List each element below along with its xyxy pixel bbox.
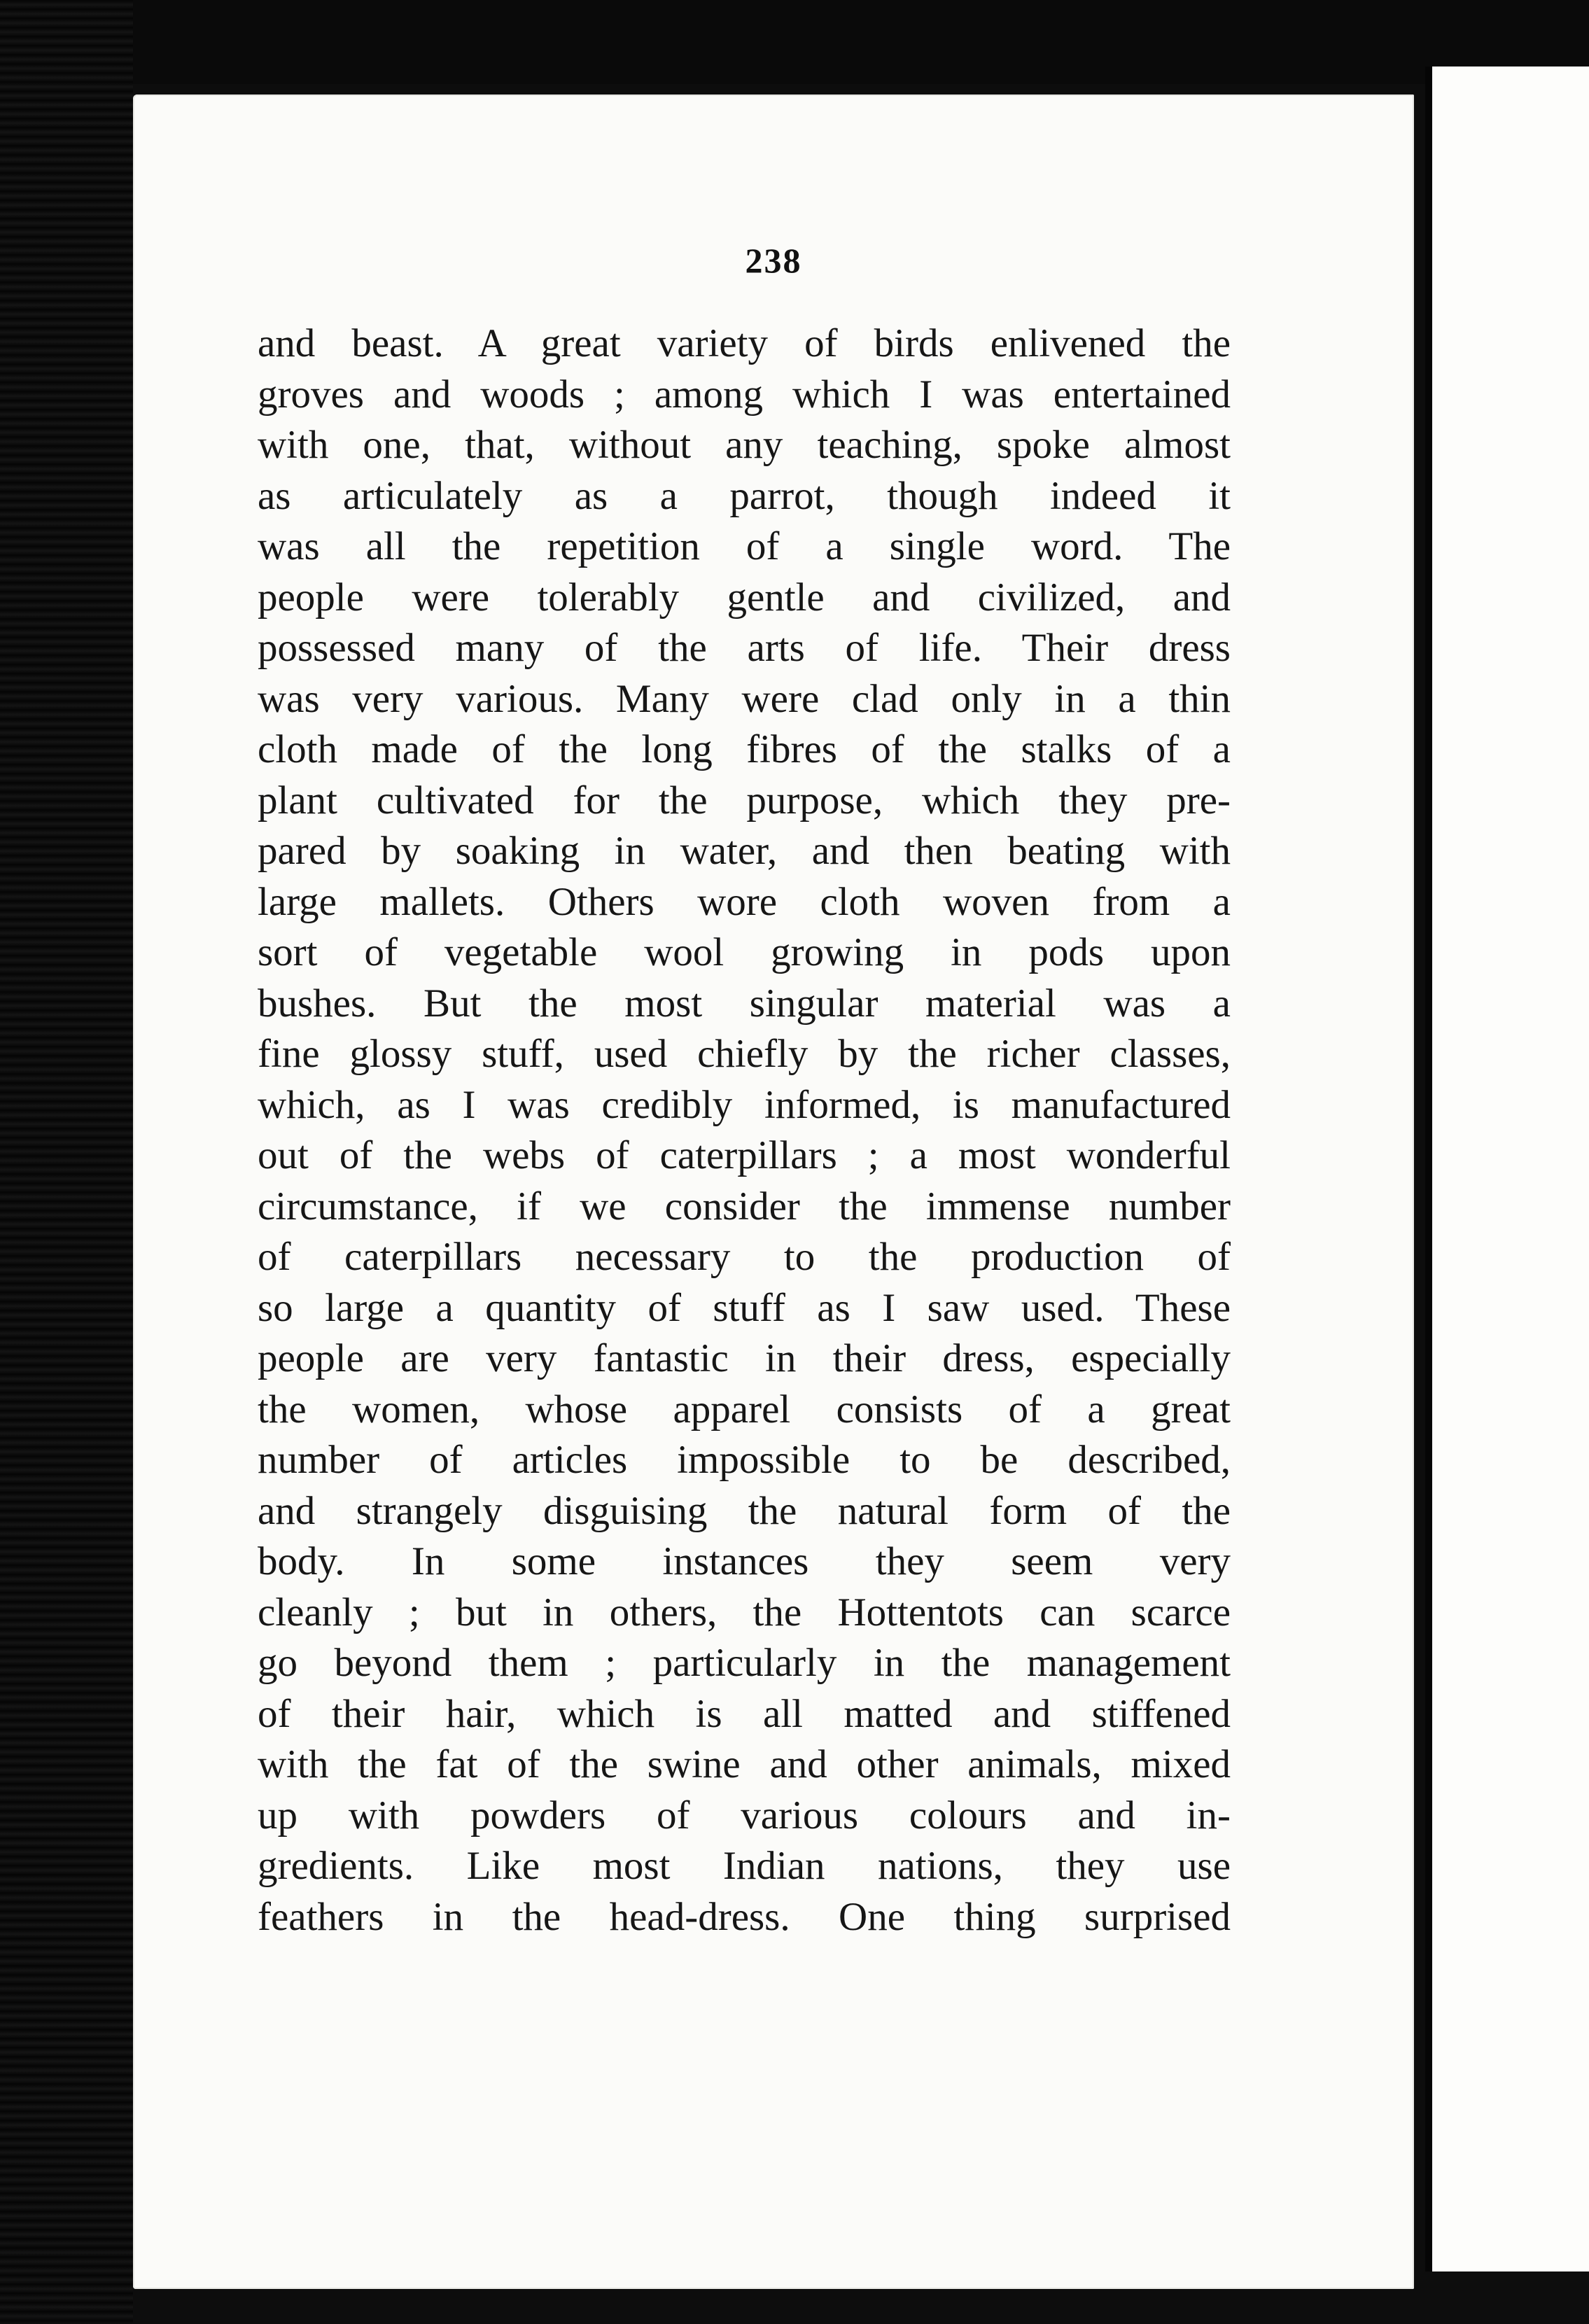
- text-line: with the fat of the swine and other animals, mixed: [258, 1742, 1231, 1786]
- text-line: cleanly ; but in others, the Hottentots can scarce: [258, 1590, 1231, 1634]
- text-line: sort of vegetable wool growing in pods upon: [258, 930, 1231, 974]
- text-line: go beyond them ; particularly in the management: [258, 1641, 1231, 1685]
- text-line: feathers in the head-dress. One thing surprised: [258, 1894, 1231, 1939]
- text-line: with one, that, without any teaching, spoke almost: [258, 423, 1231, 467]
- text-line: so large a quantity of stuff as I saw used. These: [258, 1285, 1231, 1330]
- text-line: of caterpillars necessary to the production of: [258, 1235, 1231, 1279]
- text-line: circumstance, if we consider the immense number: [258, 1184, 1231, 1228]
- text-line: people were tolerably gentle and civilized, and: [258, 575, 1231, 620]
- text-line: cloth made of the long fibres of the stalks of a: [258, 727, 1231, 771]
- body-text: [258, 318, 1231, 1942]
- text-line: possessed many of the arts of life. Their dress: [258, 626, 1231, 670]
- text-line: gredients. Like most Indian nations, they use: [258, 1844, 1231, 1888]
- text-line: up with powders of various colours and in-: [258, 1793, 1231, 1837]
- text-line: and beast. A great variety of birds enlivened the: [258, 321, 1231, 365]
- text-line: as articulately as a parrot, though indeed it: [258, 473, 1231, 518]
- text-line: the women, whose apparel consists of a great: [258, 1387, 1231, 1432]
- text-line: of their hair, which is all matted and stiffened: [258, 1691, 1231, 1736]
- text-line: plant cultivated for the purpose, which they pre-: [258, 778, 1231, 822]
- facing-page-edge: [1425, 66, 1589, 2272]
- text-line: people are very fantastic in their dress, especially: [258, 1336, 1231, 1380]
- text-line: was very various. Many were clad only in a thin: [258, 676, 1231, 721]
- book-binding-top: [0, 0, 1589, 84]
- text-line: groves and woods ; among which I was entertained: [258, 372, 1231, 416]
- text-line: bushes. But the most singular material was a: [258, 981, 1231, 1026]
- text-line: out of the webs of caterpillars ; a most wonderful: [258, 1133, 1231, 1177]
- text-line: and strangely disguising the natural form of the: [258, 1488, 1231, 1533]
- text-line: body. In some instances they seem very: [258, 1539, 1231, 1583]
- book-binding-left: [0, 0, 133, 2324]
- text-line: number of articles impossible to be described,: [258, 1438, 1231, 1482]
- text-line: fine glossy stuff, used chiefly by the richer classes,: [258, 1032, 1231, 1076]
- book-page: [133, 94, 1414, 2289]
- text-line: large mallets. Others wore cloth woven from a: [258, 879, 1231, 924]
- text-line: which, as I was credibly informed, is manufactured: [258, 1082, 1231, 1127]
- text-line: pared by soaking in water, and then beating with: [258, 829, 1231, 873]
- page-number: 238: [745, 241, 802, 280]
- text-line: was all the repetition of a single word. The: [258, 524, 1231, 568]
